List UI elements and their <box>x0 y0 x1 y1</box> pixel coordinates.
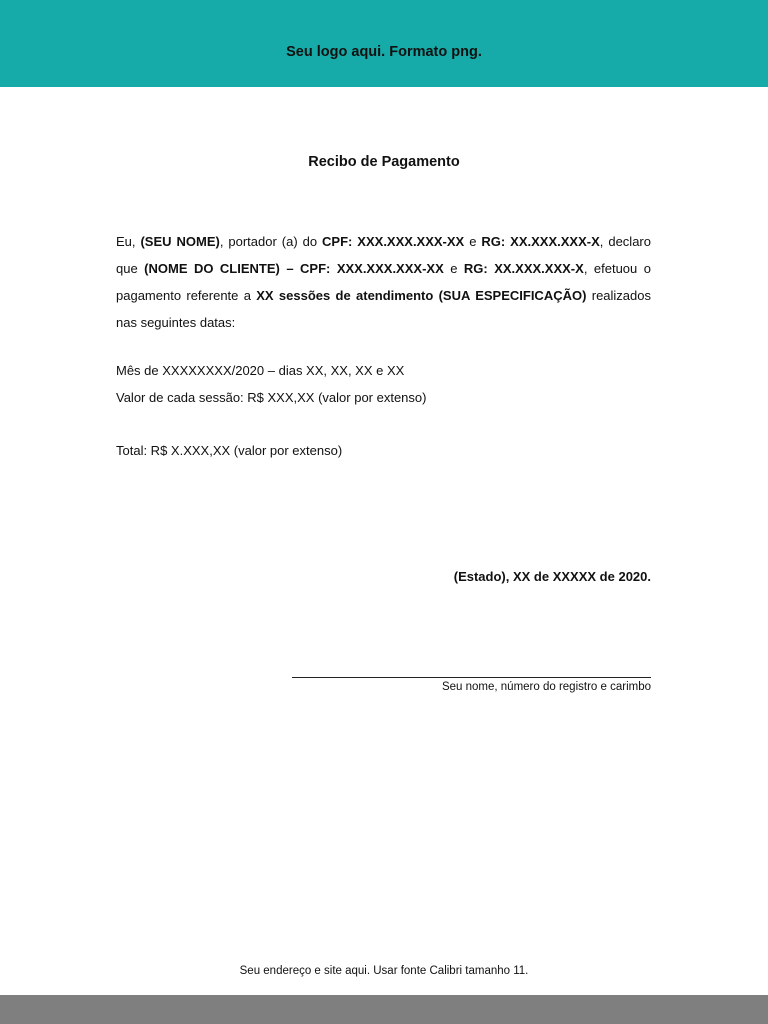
total-line: Total: R$ X.XXX,XX (valor por extenso) <box>116 443 343 458</box>
signature-caption: Seu nome, número do registro e carimbo <box>441 681 651 693</box>
paragraph-text: Eu, <box>116 234 141 249</box>
paragraph-text: e <box>464 234 482 249</box>
document-title: Recibo de Pagamento <box>308 154 460 170</box>
paragraph-bold-text: (SEU NOME) <box>140 234 220 249</box>
place-date: (Estado), XX de XXXXX de 2020. <box>453 569 651 584</box>
paragraph-text: e <box>443 261 464 276</box>
session-value-line: Valor de cada sessão: R$ XXX,XX (valor por extenso) <box>116 390 427 405</box>
paragraph-text: , declaro que <box>116 234 651 276</box>
paragraph-text: , efetuou o pagamento referente a <box>116 261 651 303</box>
footer-band <box>0 995 768 1024</box>
paragraph-text: realizados nas seguintes datas: <box>116 288 652 330</box>
paragraph-bold-text: RG: XX.XXX.XXX-X <box>481 234 600 249</box>
paragraph-text: , portador (a) do <box>219 234 323 249</box>
paragraph-bold-text: RG: XX.XXX.XXX-X <box>463 261 584 276</box>
month-line: Mês de XXXXXXXX/2020 – dias XX, XX, XX e XX <box>116 363 405 378</box>
footer-address-placeholder: Seu endereço e site aqui. Usar fonte Calibri tamanho 11. <box>239 965 529 977</box>
signature-line <box>292 677 651 678</box>
paragraph-bold-text: XX sessões de atendimento (SUA ESPECIFICAÇÃO) <box>256 288 587 303</box>
logo-placeholder: Seu logo aqui. Formato png. <box>286 44 482 60</box>
paragraph-bold-text: CPF: XXX.XXX.XXX-XX <box>322 234 465 249</box>
paragraph-bold-text: (NOME DO CLIENTE) – CPF: XXX.XXX.XXX-XX <box>144 261 444 276</box>
declaration-paragraph <box>116 228 651 336</box>
